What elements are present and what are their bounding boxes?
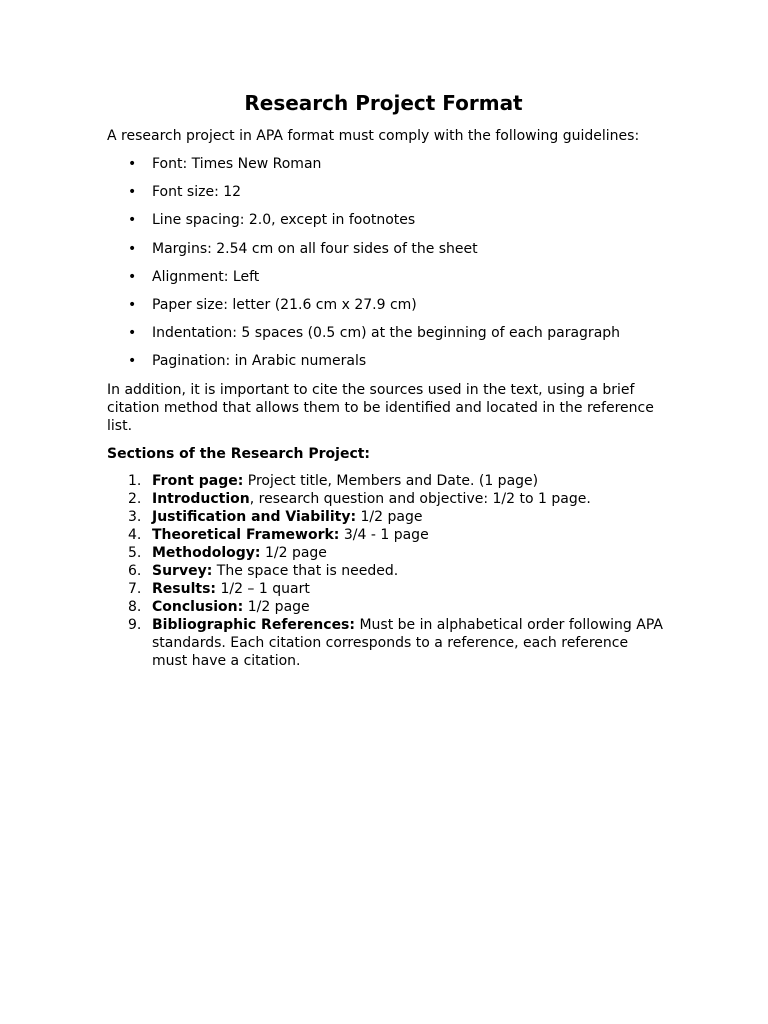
guideline-text: Paper size: letter (21.6 cm x 27.9 cm) — [152, 296, 417, 313]
section-number: 4. — [128, 526, 142, 543]
section-text: 1/2 – 1 quart — [216, 580, 310, 597]
guideline-item — [107, 352, 667, 370]
guideline-text: Font size: 12 — [152, 184, 242, 201]
section-text: 1/2 page — [243, 598, 310, 615]
guideline-text: Margins: 2.54 cm on all four sides of the sheet — [152, 240, 478, 257]
bullet-icon: • — [128, 240, 137, 257]
document-title: Research Project Format — [244, 91, 523, 115]
section-text: , research question and objective: 1/2 to 1 page. — [249, 490, 591, 507]
section-number: 3. — [128, 508, 142, 525]
citation-paragraph: In addition, it is important to cite the sources used in the text, using a brief citation method that allows them to be identified and located in the reference list. — [107, 381, 654, 434]
section-text: Must be in alphabetical order following APA standards. Each citation corresponds to a reference, each reference must have a citation. — [152, 616, 663, 669]
section-number: 1. — [128, 472, 142, 489]
section-number: 6. — [128, 562, 142, 579]
section-item — [107, 580, 667, 598]
section-number: 2. — [128, 490, 142, 507]
section-item — [107, 598, 667, 616]
intro-paragraph: A research project in APA format must comply with the following guidelines: — [107, 128, 640, 144]
section-item — [107, 562, 667, 580]
guideline-item — [107, 211, 667, 229]
bullet-icon: • — [128, 184, 137, 201]
section-item — [107, 544, 667, 562]
section-label: Theoretical Framework: — [152, 526, 340, 543]
bullet-icon: • — [128, 212, 137, 229]
section-label: Survey: — [152, 562, 213, 579]
section-number: 8. — [128, 598, 142, 615]
bullet-icon: • — [128, 268, 137, 285]
guideline-text: Indentation: 5 spaces (0.5 cm) at the beginning of each paragraph — [152, 325, 621, 342]
guideline-text: Font: Times New Roman — [152, 156, 322, 172]
guidelines-list — [107, 155, 667, 370]
guideline-item — [107, 183, 667, 201]
guideline-text: Alignment: Left — [152, 268, 260, 285]
guideline-item — [107, 324, 667, 342]
section-label: Front page: — [152, 472, 244, 489]
section-text: 1/2 page — [260, 544, 327, 561]
section-item — [107, 472, 667, 490]
bullet-icon: • — [128, 296, 137, 313]
section-item — [107, 508, 667, 526]
guideline-item — [107, 155, 667, 173]
section-text: 1/2 page — [356, 508, 423, 525]
guideline-text: Pagination: in Arabic numerals — [152, 353, 367, 370]
section-number: 7. — [128, 580, 142, 597]
bullet-icon: • — [128, 325, 137, 342]
section-item — [107, 526, 667, 544]
section-label: Conclusion: — [152, 598, 244, 615]
sections-list — [107, 472, 667, 670]
document-page — [107, 89, 667, 670]
sections-heading: Sections of the Research Project: — [107, 445, 371, 462]
bullet-icon: • — [128, 156, 137, 172]
guideline-item — [107, 296, 667, 314]
section-number: 9. — [128, 616, 142, 633]
section-item — [107, 490, 667, 508]
section-label: Methodology: — [152, 544, 261, 561]
guideline-item — [107, 240, 667, 258]
section-text: Project title, Members and Date. (1 page) — [243, 472, 539, 489]
section-text: The space that is needed. — [212, 562, 399, 579]
guideline-text: Line spacing: 2.0, except in footnotes — [152, 212, 416, 229]
section-text: 3/4 - 1 page — [339, 526, 429, 543]
section-label: Bibliographic References: — [152, 616, 355, 633]
section-item — [107, 616, 667, 670]
section-label: Justification and Viability: — [152, 508, 357, 525]
guideline-item — [107, 268, 667, 286]
section-label: Introduction — [152, 490, 250, 507]
bullet-icon: • — [128, 353, 137, 370]
section-number: 5. — [128, 544, 142, 561]
section-label: Results: — [152, 580, 216, 597]
